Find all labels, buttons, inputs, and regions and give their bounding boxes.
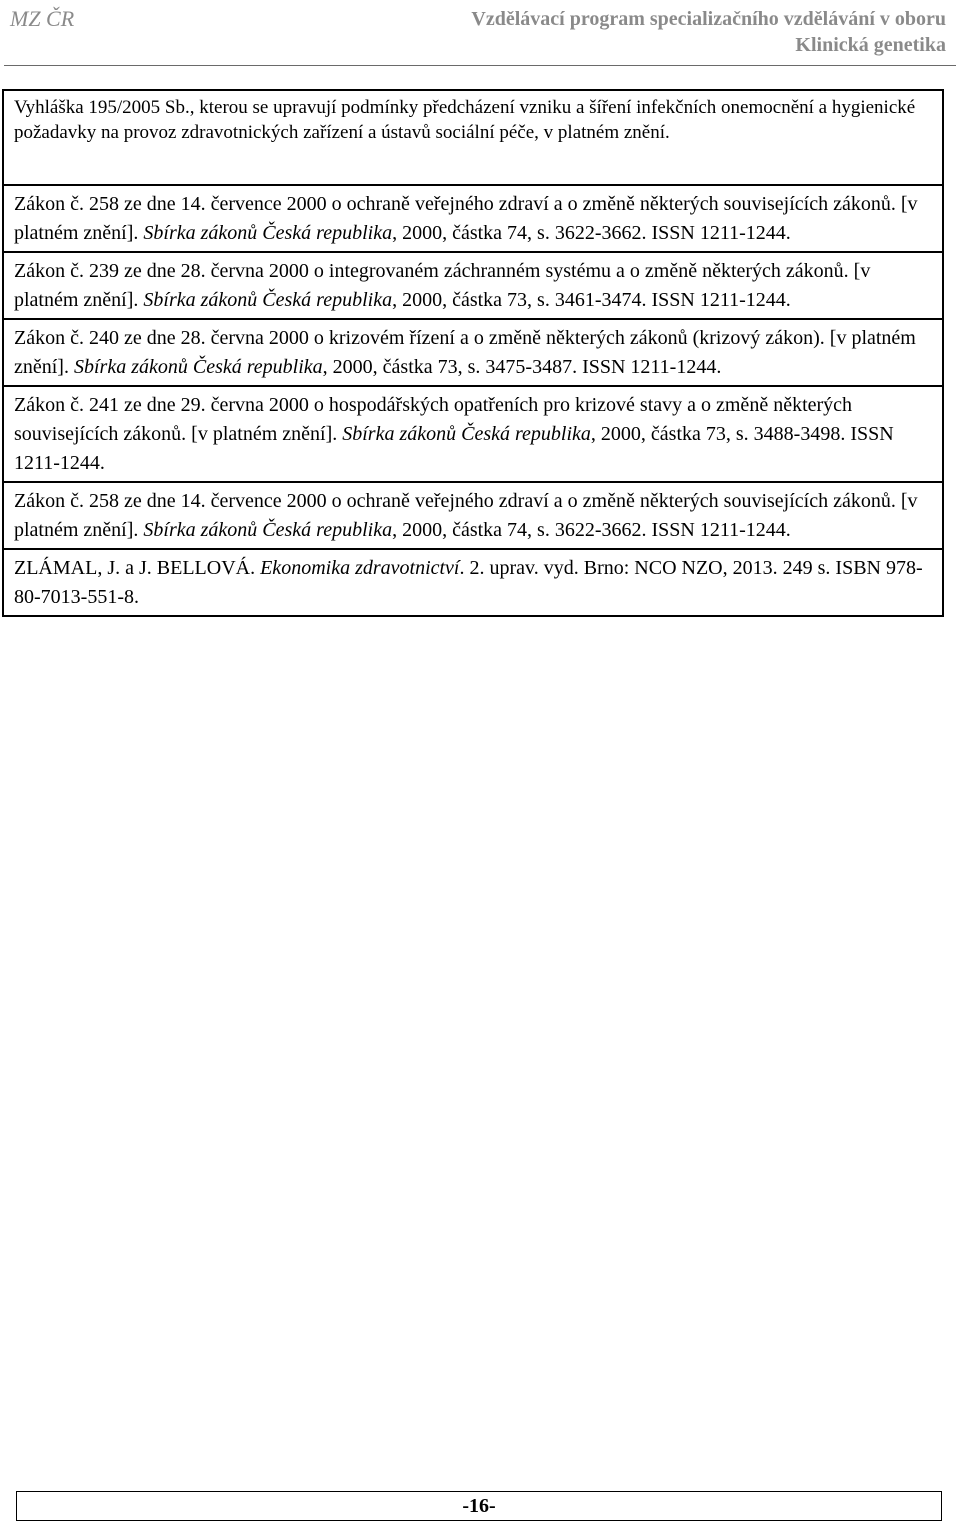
header-title-line2: Klinická genetika xyxy=(795,34,946,56)
reference-cell xyxy=(3,252,943,319)
table-row xyxy=(3,185,943,252)
reference-cell xyxy=(3,319,943,386)
header-program-title xyxy=(471,6,946,58)
reference-text: Vyhláška 195/2005 Sb., kterou se upravují podmínky předcházení vzniku a šíření infekčních onemocnění a hygienické požadavky na provoz zdravotnických zařízení a ústavů sociální péče, v platném znění. xyxy=(14,97,916,143)
reference-details: . 2. uprav. vyd. Brno: NCO NZO, 2013. 249 s. ISBN 978-80-7013-551-8. xyxy=(14,557,923,608)
reference-cell xyxy=(3,90,943,185)
table-row xyxy=(3,482,943,549)
reference-source: Sbírka zákonů Česká republika xyxy=(143,519,393,541)
table-row xyxy=(3,386,943,482)
page-footer xyxy=(16,1491,942,1521)
reference-cell xyxy=(3,386,943,482)
reference-details: , 2000, částka 73, s. 3475-3487. ISSN 1211-1244. xyxy=(322,356,722,378)
reference-details: , 2000, částka 73, s. 3488-3498. ISSN 1211-1244. xyxy=(14,423,894,474)
references-table xyxy=(2,89,944,617)
reference-source: Sbírka zákonů Česká republika xyxy=(342,423,591,445)
reference-details: , 2000, částka 73, s. 3461-3474. ISSN 1211-1244. xyxy=(392,289,791,311)
header-ministry: MZ ČR xyxy=(10,6,75,31)
reference-text: ZLÁMAL, J. a J. BELLOVÁ. xyxy=(14,557,261,579)
header-divider xyxy=(4,65,956,66)
reference-cell xyxy=(3,549,943,616)
reference-text: Zákon č. 240 ze dne 28. června 2000 o krizovém řízení a o změně některých zákonů (krizový zákon). [v platném znění]. xyxy=(14,327,916,378)
reference-source: Sbírka zákonů Česká republika xyxy=(73,356,323,378)
table-row xyxy=(3,549,943,616)
table-row xyxy=(3,252,943,319)
reference-source: Sbírka zákonů Česká republika xyxy=(143,289,393,311)
reference-text: Zákon č. 258 ze dne 14. července 2000 o ochraně veřejného zdraví a o změně některých souvisejících zákonů. [v platném znění]. xyxy=(14,193,918,244)
page-number: -16- xyxy=(462,1495,496,1517)
reference-text: Zákon č. 239 ze dne 28. června 2000 o integrovaném záchranném systému a o změně některých zákonů. [v platném znění]. xyxy=(14,260,871,311)
reference-details: , 2000, částka 74, s. 3622-3662. ISSN 1211-1244. xyxy=(392,222,791,244)
reference-text: Zákon č. 258 ze dne 14. července 2000 o ochraně veřejného zdraví a o změně některých souvisejících zákonů. [v platném znění]. xyxy=(14,490,918,541)
reference-text: Zákon č. 241 ze dne 29. června 2000 o hospodářských opatřeních pro krizové stavy a o změně některých souvisejících zákonů. [v platném znění]. xyxy=(14,394,853,445)
table-row xyxy=(3,90,943,185)
reference-source: Ekonomika zdravotnictví xyxy=(260,557,460,579)
page-header xyxy=(0,0,960,70)
reference-cell xyxy=(3,185,943,252)
header-title-line1: Vzdělávací program specializačního vzdělávání v oboru xyxy=(471,8,946,30)
table-row xyxy=(3,319,943,386)
reference-details: , 2000, částka 74, s. 3622-3662. ISSN 1211-1244. xyxy=(392,519,791,541)
reference-cell xyxy=(3,482,943,549)
reference-source: Sbírka zákonů Česká republika xyxy=(143,222,393,244)
